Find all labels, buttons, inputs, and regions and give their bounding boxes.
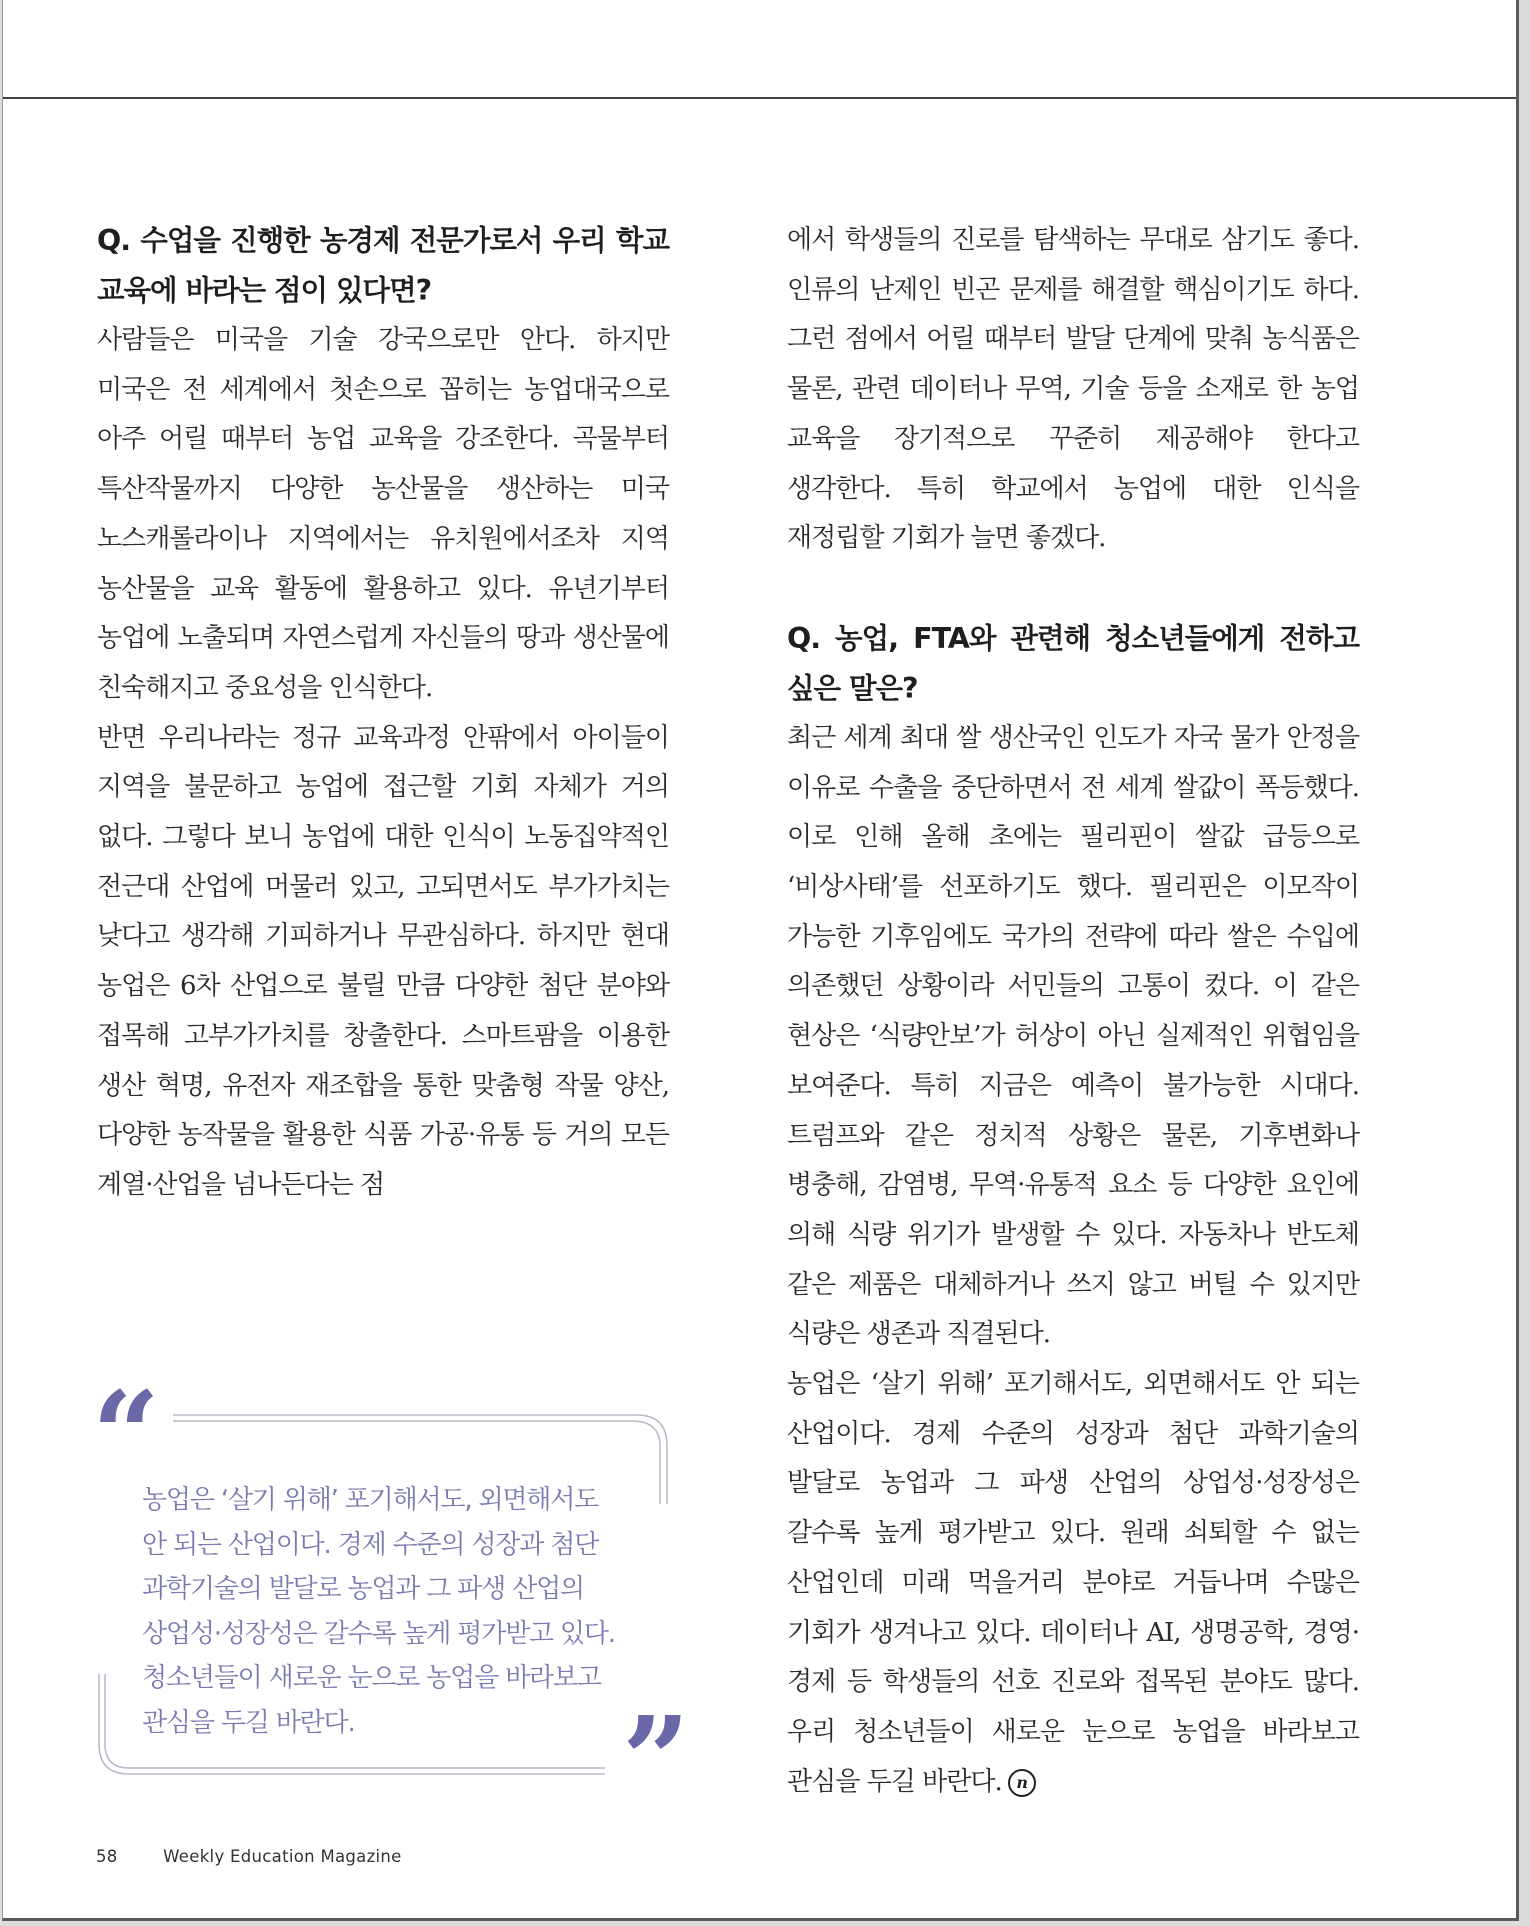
answer-2-paragraph-1: 최근 세계 최대 쌀 생산국인 인도가 자국 물가 안정을 이유로 수출을 중단하면서 전 세계 쌀값이 폭등했다. 이로 인해 올해 초에는 필리핀이 쌀값 급등으로 ‘비상사태’를 선포하기도 했다. 필리핀은 이모작이 가능한 기후임에도 국가의 전략에 따라 쌀은 수입에 의존했던 상황이라 서민들의 고통이 컸다. 이 같은 현상은 ‘식량안보’가 허상이 아닌 실제적인 위협임을 보여준다. 특히 지금은 예측이 불가능한 시대다. 트럼프와 같은 정치적 상황은 물론, 기후변화나 병충해, 감염병, 무역·유통적 요소 등 다양한 요인에 의해 식량 위기가 발생할 수 있다. 자동차나 반도체 같은 제품은 대체하거나 쓰지 않고 버틸 수 있지만 식량은 생존과 직결된다.	[787, 722, 1359, 1350]
end-mark-icon: n	[1008, 1769, 1036, 1797]
pull-quote	[92, 1365, 690, 1829]
pull-quote-text: 농업은 ‘살기 위해’ 포기해서도, 외면해서도 안 되는 산업이다. 경제 수준의 성장과 첨단 과학기술의 발달로 농업과 그 파생 산업의 상업성·성장성은 갈수록 높게 평가받고 있다. 청소년들이 새로운 눈으로 농업을 바라보고 관심을 두길 바란다.	[142, 1485, 615, 1738]
answer-2-paragraph-2	[787, 1360, 1359, 1807]
header-rule	[3, 97, 1516, 99]
question-2-title: Q. 농업, FTA와 관련해 청소년들에게 전하고 싶은 말은?	[787, 621, 1359, 705]
page-number: 58	[96, 1847, 118, 1866]
answer-1-paragraph-3: 에서 학생들의 진로를 탐색하는 무대로 삼기도 좋다. 인류의 난제인 빈곤 문제를 해결할 핵심이기도 하다. 그런 점에서 어릴 때부터 발달 단계에 맞춰 농식품은 물론, 관련 데이터나 무역, 기술 등을 소재로 한 농업 교육을 장기적으로 꾸준히 제공해야 한다고 생각한다. 특히 학교에서 농업에 대한 인식을 재정립할 기회가 늘면 좋겠다.	[787, 225, 1359, 554]
right-column	[787, 216, 1359, 1807]
left-column	[97, 216, 669, 1211]
answer-2-paragraph-2-text: 농업은 ‘살기 위해’ 포기해서도, 외면해서도 안 되는 산업이다. 경제 수준의 성장과 첨단 과학기술의 발달로 농업과 그 파생 산업의 상업성·성장성은 갈수록 높게 평가받고 있다. 원래 쇠퇴할 수 없는 산업인데 미래 먹을거리 분야로 거듭나며 수많은 기회가 생겨나고 있다. 데이터나 AI, 생명공학, 경영·경제 등 학생들의 선호 진로와 접목된 분야도 많다. 우리 청소년들이 새로운 눈으로 농업을 바라보고 관심을 두길 바란다.	[787, 1369, 1359, 1797]
answer-1-paragraph-1: 사람들은 미국을 기술 강국으로만 안다. 하지만 미국은 전 세계에서 첫손으로 꼽히는 농업대국으로 아주 어릴 때부터 농업 교육을 강조한다. 곡물부터 특산작물까지 다양한 농산물을 생산하는 미국 노스캐롤라이나 지역에서는 유치원에서조차 지역 농산물을 교육 활동에 활용하고 있다. 유년기부터 농업에 노출되며 자연스럽게 자신들의 땅과 생산물에 친숙해지고 중요성을 인식한다.	[97, 325, 669, 703]
question-1-title: Q. 수업을 진행한 농경제 전문가로서 우리 학교 교육에 바라는 점이 있다면?	[97, 224, 669, 307]
answer-1-paragraph-2: 반면 우리나라는 정규 교육과정 안팎에서 아이들이 지역을 불문하고 농업에 접근할 기회 자체가 거의 없다. 그렇다 보니 농업에 대한 인식이 노동집약적인 전근대 산업에 머물러 있고, 고되면서도 부가가치는 낮다고 생각해 기피하거나 무관심하다. 하지만 현대 농업은 6차 산업으로 불릴 만큼 다양한 첨단 분야와 접목해 고부가가치를 창출한다. 스마트팜을 이용한 생산 혁명, 유전자 재조합을 통한 맞춤형 작물 양산, 다양한 농작물을 활용한 식품 가공·유통 등 거의 모든 계열·산업을 넘나든다는 점	[97, 722, 669, 1200]
open-quote-icon: “	[92, 1365, 160, 1504]
close-quote-icon: ”	[622, 1690, 690, 1829]
magazine-name: Weekly Education Magazine	[163, 1847, 402, 1866]
page-footer	[96, 1847, 402, 1866]
magazine-page	[2, 0, 1519, 1921]
